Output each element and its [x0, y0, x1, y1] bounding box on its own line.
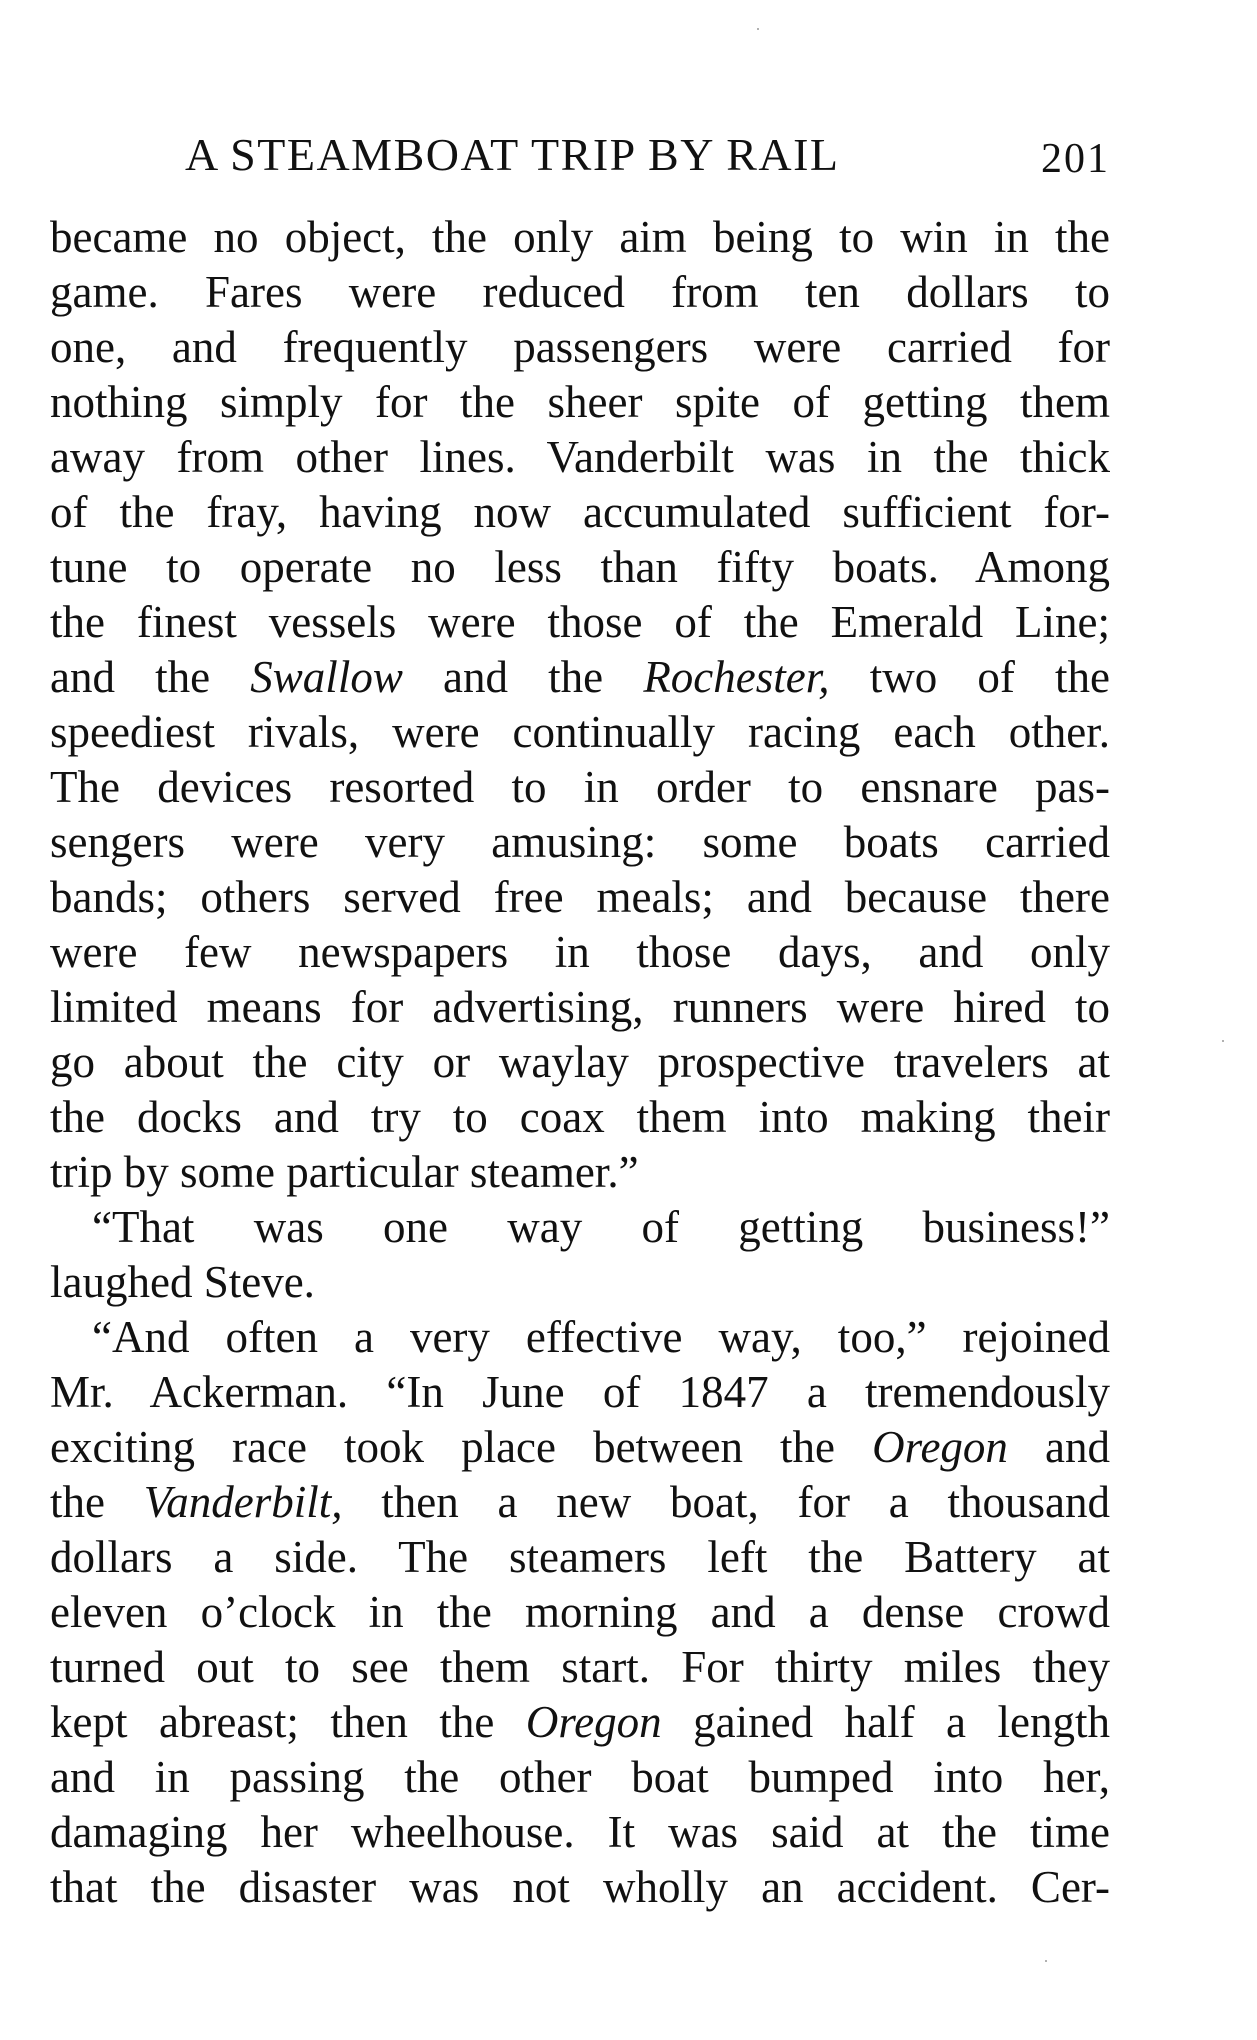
text-line [50, 650, 1110, 705]
text-run: the finest vessels were those of the Emerald Line; [50, 597, 1110, 647]
text-line [50, 1035, 1110, 1090]
text-line [50, 1530, 1110, 1585]
text-run: one, and frequently passengers were carried for [50, 322, 1110, 372]
text-run: eleven o’clock in the morning and a dense crowd [50, 1587, 1110, 1637]
text-line [50, 265, 1110, 320]
running-title: A STEAMBOAT TRIP BY RAIL [185, 129, 840, 180]
text-line [50, 980, 1110, 1035]
text-line [50, 1695, 1110, 1750]
text-run: the docks and try to coax them into making their [50, 1092, 1110, 1142]
text-line [50, 1255, 1110, 1310]
text-run: damaging her wheelhouse. It was said at the time [50, 1807, 1110, 1857]
text-line [50, 1090, 1110, 1145]
text-run: limited means for advertising, runners were hired to [50, 982, 1110, 1032]
text-run: laughed Steve. [50, 1257, 315, 1307]
text-run: exciting race took place between the [50, 1422, 873, 1472]
text-run: and the [402, 652, 644, 702]
text-line [50, 870, 1110, 925]
italic-text: Oregon [872, 1422, 1008, 1472]
text-run: go about the city or waylay prospective travelers at [50, 1037, 1110, 1087]
text-line [50, 1145, 1110, 1200]
text-line [50, 815, 1110, 870]
text-line [50, 760, 1110, 815]
text-line [50, 430, 1110, 485]
italic-text: Oregon [525, 1697, 662, 1747]
text-run: bands; others served free meals; and because there [50, 872, 1110, 922]
text-line [50, 1860, 1110, 1915]
text-run: sengers were very amusing: some boats carried [50, 817, 1110, 867]
text-line [50, 595, 1110, 650]
text-run: tune to operate no less than fifty boats. Among [50, 542, 1110, 592]
text-run: the [50, 1477, 144, 1527]
text-run: turned out to see them start. For thirty miles they [50, 1642, 1110, 1692]
text-line [50, 1640, 1110, 1695]
text-run: kept abreast; then the [50, 1697, 526, 1747]
text-run: dollars a side. The steamers left the Battery at [50, 1532, 1110, 1582]
page-number: 201 [1041, 136, 1110, 182]
text-line [50, 1585, 1110, 1640]
page-header [185, 125, 1110, 185]
text-line [50, 1805, 1110, 1860]
text-line [50, 1310, 1110, 1365]
paper-speck [757, 28, 759, 30]
text-run: trip by some particular steamer.” [50, 1147, 639, 1197]
text-line [50, 540, 1110, 595]
text-line [50, 1750, 1110, 1805]
text-run: became no object, the only aim being to win in the [50, 212, 1110, 262]
text-run: and [1007, 1422, 1110, 1472]
body-text [50, 210, 1110, 1915]
text-line [50, 1365, 1110, 1420]
text-run: and in passing the other boat bumped into her, [50, 1752, 1110, 1802]
italic-text: Vanderbilt, [143, 1477, 343, 1527]
text-run: speediest rivals, were continually racing each other. [50, 707, 1110, 757]
text-line [50, 1200, 1110, 1255]
text-line [50, 1475, 1110, 1530]
text-run: then a new boat, for a thousand [342, 1477, 1110, 1527]
text-run: of the fray, having now accumulated sufficient for- [50, 487, 1110, 537]
text-run: game. Fares were reduced from ten dollars to [50, 267, 1110, 317]
text-run: that the disaster was not wholly an accident. Cer- [50, 1862, 1110, 1912]
text-line [50, 210, 1110, 265]
text-run: gained half a length [661, 1697, 1110, 1747]
paper-speck [1222, 1040, 1224, 1042]
text-run: two of the [829, 652, 1110, 702]
text-run: nothing simply for the sheer spite of getting them [50, 377, 1110, 427]
italic-text: Swallow [250, 652, 403, 702]
text-line [50, 375, 1110, 430]
text-line [50, 320, 1110, 375]
italic-text: Rochester, [643, 652, 830, 702]
text-run: and the [50, 652, 251, 702]
text-run: were few newspapers in those days, and only [50, 927, 1110, 977]
text-run: “That was one way of getting business!” [92, 1202, 1110, 1252]
text-run: away from other lines. Vanderbilt was in the thick [50, 432, 1110, 482]
text-run: Mr. Ackerman. “In June of 1847 a tremendously [50, 1367, 1110, 1417]
text-line [50, 925, 1110, 980]
text-line [50, 485, 1110, 540]
text-run: “And often a very effective way, too,” rejoined [92, 1312, 1110, 1362]
paper-speck [1045, 1960, 1047, 1962]
text-line [50, 1420, 1110, 1475]
text-line [50, 705, 1110, 760]
text-run: The devices resorted to in order to ensnare pas- [50, 762, 1110, 812]
